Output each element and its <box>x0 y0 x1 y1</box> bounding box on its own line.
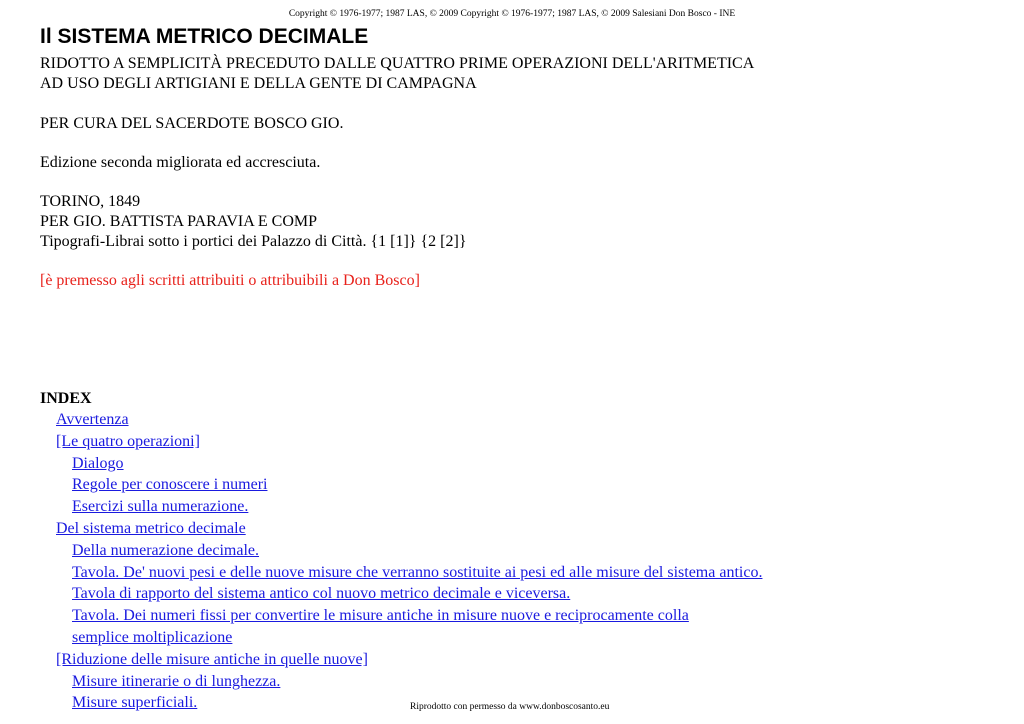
imprint-line: TORINO, 1849 <box>40 193 141 210</box>
toc-link[interactable]: Dialogo <box>72 454 124 472</box>
toc-item <box>40 583 762 605</box>
toc-link[interactable]: Regole per conoscere i numeri <box>72 476 268 494</box>
toc-item <box>40 627 762 649</box>
document-title: Il SISTEMA METRICO DECIMALE <box>40 25 369 48</box>
toc-link[interactable]: [Riduzione delle misure antiche in quelle nuove] <box>56 650 368 668</box>
edition-line: Edizione seconda migliorata ed accresciuta. <box>40 154 321 171</box>
toc-link[interactable]: Tavola. De' nuovi pesi e delle nuove misure che verranno sostituite ai pesi ed alle misure del sistema antico. <box>72 563 763 581</box>
toc-item <box>40 453 762 475</box>
toc-link[interactable]: Tavola di rapporto del sistema antico col nuovo metrico decimale e viceversa. <box>72 585 571 603</box>
table-of-contents <box>40 409 762 714</box>
toc-item <box>40 409 762 431</box>
toc-link[interactable]: Esercizi sulla numerazione. <box>72 498 249 516</box>
toc-item <box>40 671 762 693</box>
toc-item <box>40 692 762 714</box>
toc-link[interactable]: [Le quatro operazioni] <box>56 432 200 450</box>
toc-link[interactable]: Misure itinerarie o di lunghezza. <box>72 672 281 690</box>
toc-item <box>40 540 762 562</box>
toc-item <box>40 649 762 671</box>
toc-item <box>40 431 762 453</box>
toc-link[interactable]: Misure superficiali. <box>72 694 198 712</box>
toc-item <box>40 496 762 518</box>
toc-link[interactable]: Della numerazione decimale. <box>72 541 260 559</box>
toc-item <box>40 562 762 584</box>
attribution-note: [è premesso agli scritti attribuiti o attribuibili a Don Bosco] <box>40 272 420 289</box>
copyright-notice: Copyright © 1976-1977; 1987 LAS, © 2009 Copyright © 1976-1977; 1987 LAS, © 2009 Salesiani Don Bosco - INE <box>288 9 736 19</box>
toc-item <box>40 518 762 540</box>
toc-link[interactable]: Del sistema metrico decimale <box>56 519 246 537</box>
toc-link[interactable]: semplice moltiplicazione <box>72 628 233 646</box>
imprint-line: PER GIO. BATTISTA PARAVIA E COMP <box>40 213 317 230</box>
author-line: PER CURA DEL SACERDOTE BOSCO GIO. <box>40 115 344 132</box>
index-heading: INDEX <box>40 390 92 407</box>
toc-link[interactable]: Avvertenza <box>56 411 129 428</box>
footer-permission: Riprodotto con permesso da www.donboscosanto.eu <box>410 702 610 712</box>
toc-item <box>40 605 762 627</box>
toc-item <box>40 474 762 496</box>
subtitle-line: RIDOTTO A SEMPLICITÀ PRECEDUTO DALLE QUATTRO PRIME OPERAZIONI DELL'ARITMETICA <box>40 55 755 72</box>
imprint <box>40 192 467 252</box>
subtitle-line: AD USO DEGLI ARTIGIANI E DELLA GENTE DI CAMPAGNA <box>40 75 477 92</box>
subtitle <box>40 54 754 94</box>
imprint-line: Tipografi-Librai sotto i portici dei Palazzo di Città. {1 [1]} {2 [2]} <box>40 233 467 250</box>
toc-link[interactable]: Tavola. Dei numeri fissi per convertire le misure antiche in misure nuove e reciprocamente colla <box>72 607 689 625</box>
